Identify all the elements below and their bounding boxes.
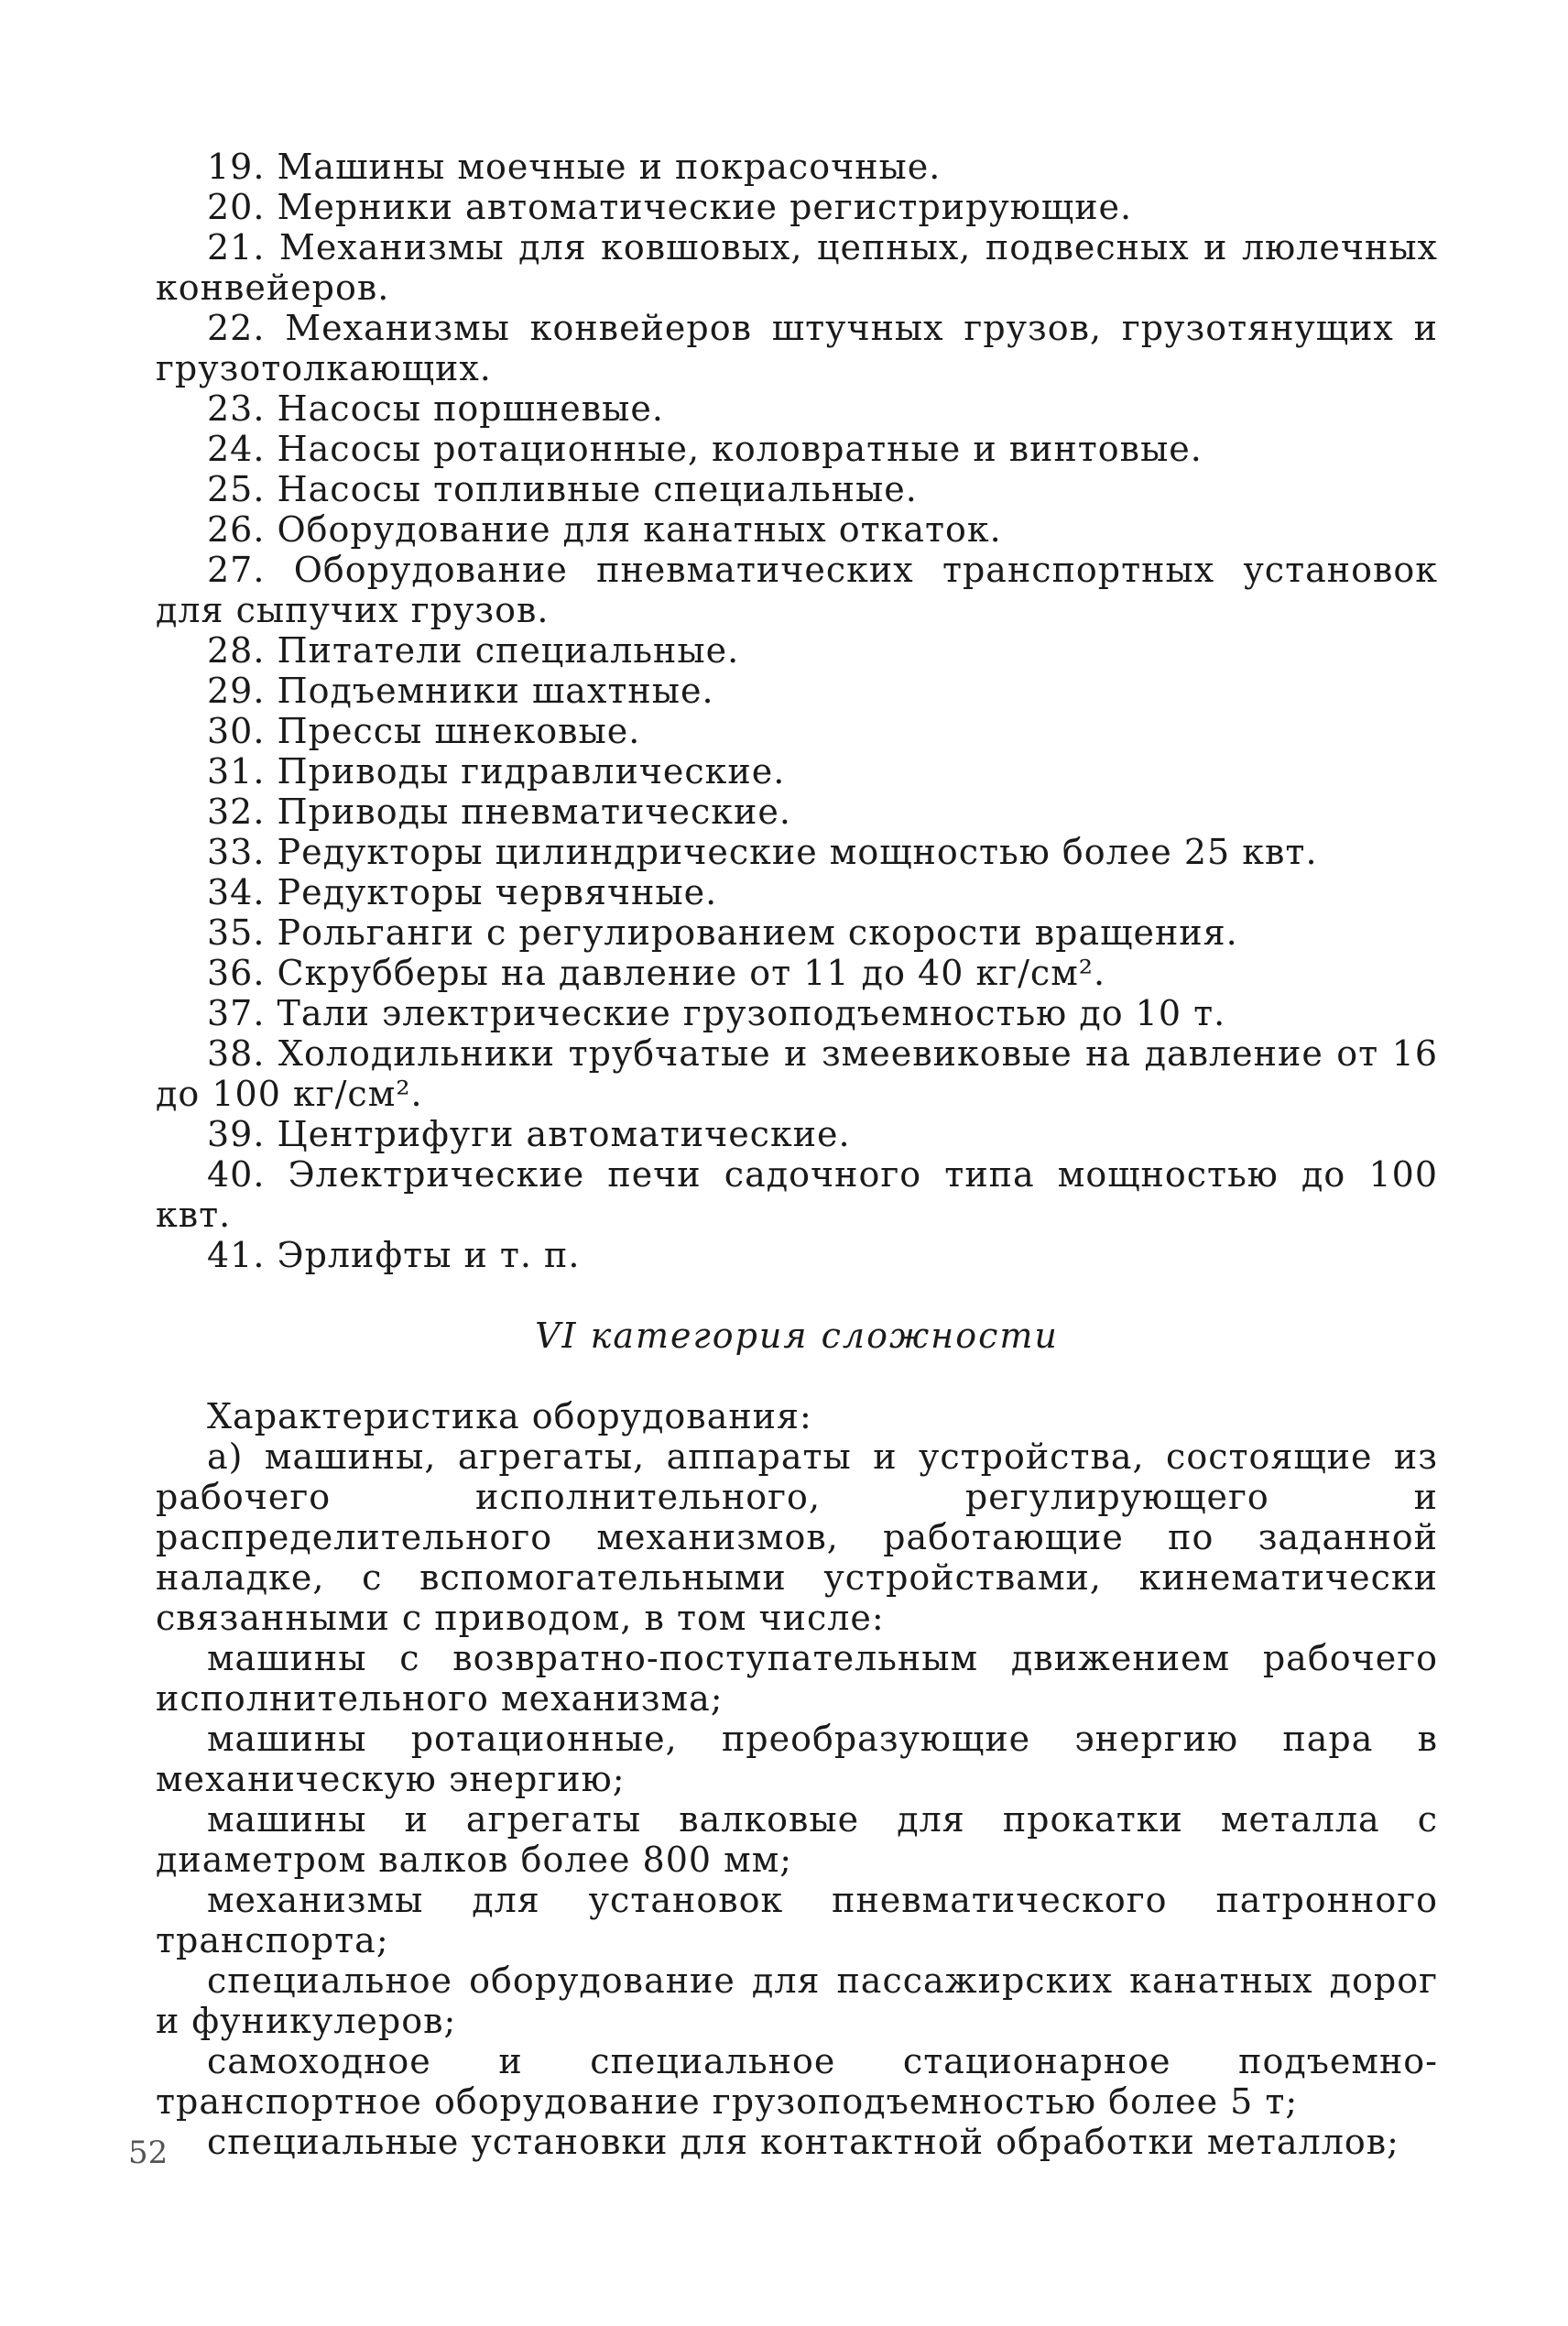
- list-item: 40. Электрические печи садочного типа мощностью до 100 квт.: [156, 1154, 1438, 1235]
- list-item: 36. Скрубберы на давление от 11 до 40 кг/см².: [207, 953, 1106, 993]
- paragraph: Характеристика оборудования:: [207, 1396, 812, 1436]
- list-item: 35. Рольганги с регулированием скорости вращения.: [207, 912, 1238, 953]
- section-body: [156, 1396, 1438, 2162]
- paragraph: механизмы для установок пневматического патронного транспорта;: [156, 1880, 1438, 1960]
- list-item: 20. Мерники автоматические регистрирующие.: [207, 187, 1133, 227]
- list-item: 19. Машины моечные и покрасочные.: [207, 147, 942, 187]
- paragraph: машины и агрегаты валковые для прокатки металла с диаметром валков более 800 мм;: [156, 1799, 1438, 1880]
- list-item: 25. Насосы топливные специальные.: [207, 469, 918, 509]
- list-item: 41. Эрлифты и т. п.: [207, 1235, 581, 1275]
- list-item: 37. Тали электрические грузоподъемностью до 10 т.: [207, 993, 1226, 1033]
- paragraph: машины ротационные, преобразующие энергию пара в механическую энергию;: [156, 1719, 1438, 1799]
- list-item: 39. Центрифуги автоматические.: [207, 1114, 851, 1154]
- list-item: 28. Питатели специальные.: [207, 630, 740, 671]
- paragraph: специальное оборудование для пассажирских канатных дорог и фуникулеров;: [156, 1960, 1438, 2041]
- paragraph: специальные установки для контактной обработки металлов;: [207, 2122, 1399, 2162]
- equipment-list: [156, 147, 1438, 1275]
- list-item: 26. Оборудование для канатных откаток.: [207, 509, 1002, 550]
- list-item: 32. Приводы пневматические.: [207, 792, 791, 832]
- page-number: 52: [128, 2135, 169, 2171]
- list-item: 21. Механизмы для ковшовых, цепных, подвесных и люлечных конвейеров.: [156, 227, 1438, 308]
- list-item: 33. Редукторы цилиндрические мощностью более 25 квт.: [207, 832, 1318, 872]
- list-item: 27. Оборудование пневматических транспортных установок для сыпучих грузов.: [156, 550, 1438, 630]
- list-item: 30. Прессы шнековые.: [207, 711, 641, 751]
- list-item: 31. Приводы гидравлические.: [207, 751, 786, 792]
- list-item: 38. Холодильники трубчатые и змеевиковые на давление от 16 до 100 кг/см².: [156, 1033, 1438, 1114]
- paragraph: а) машины, агрегаты, аппараты и устройства, состоящие из рабочего исполнительного, регулирующего и распределительного механизмов, работающие по заданной наладке, с вспомогательными устройствами, кинематически связанными с приводом, в том числе:: [156, 1436, 1438, 1638]
- list-item: 24. Насосы ротационные, коловратные и винтовые.: [207, 429, 1203, 469]
- list-item: 29. Подъемники шахтные.: [207, 671, 714, 711]
- page-content: [156, 147, 1438, 2162]
- list-item: 23. Насосы поршневые.: [207, 388, 664, 429]
- paragraph: машины с возвратно-поступательным движением рабочего исполнительного механизма;: [156, 1638, 1438, 1719]
- list-item: 34. Редукторы червячные.: [207, 872, 718, 912]
- list-item: 22. Механизмы конвейеров штучных грузов, грузотянущих и грузотолкающих.: [156, 308, 1438, 388]
- section-heading: VI категория сложности: [535, 1316, 1059, 1356]
- paragraph: самоходное и специальное стационарное подъемно-транспортное оборудование грузоподъемностью более 5 т;: [156, 2041, 1438, 2122]
